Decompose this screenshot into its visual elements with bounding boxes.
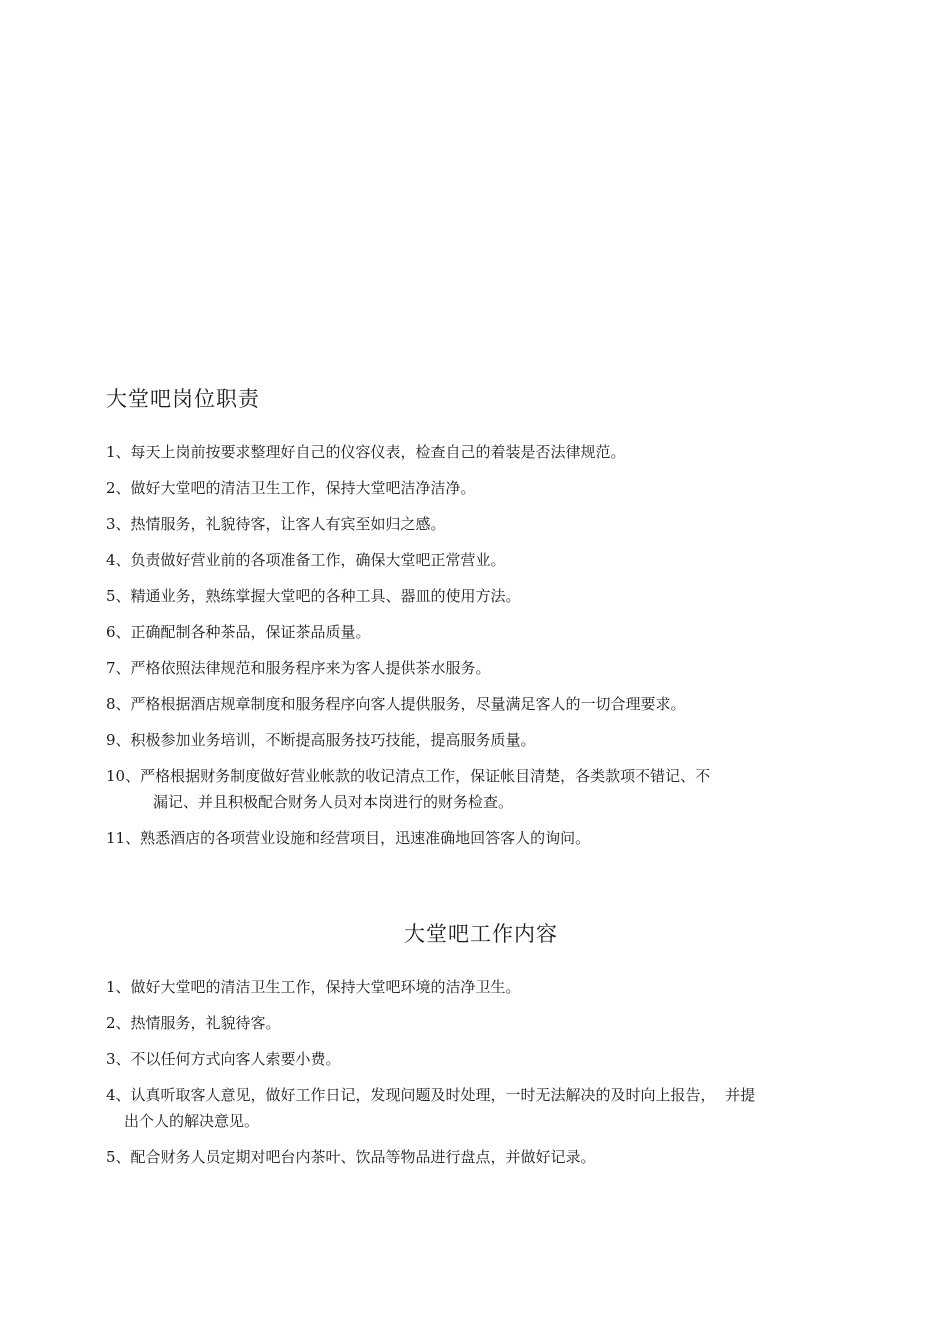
list-item bbox=[106, 825, 846, 851]
list-item bbox=[106, 619, 846, 645]
work-content-list bbox=[106, 974, 846, 1180]
list-item-text: 1、做好大堂吧的清洁卫生工作，保持大堂吧环境的洁净卫生。 bbox=[106, 978, 521, 996]
list-item-text: 1、每天上岗前按要求整理好自己的仪容仪表，检查自己的着装是否法律规范。 bbox=[106, 443, 626, 461]
list-item bbox=[106, 439, 846, 465]
list-item-continuation: 出个人的解决意见。 bbox=[124, 1112, 260, 1130]
list-item-text: 4、认真听取客人意见，做好工作日记，发现问题及时处理，一时无法解决的及时向上报告， 并提 bbox=[106, 1086, 756, 1104]
list-item bbox=[106, 1144, 846, 1170]
list-item-text: 4、负责做好营业前的各项准备工作，确保大堂吧正常营业。 bbox=[106, 551, 506, 569]
list-item-text: 10、严格根据财务制度做好营业帐款的收记清点工作，保证帐目清楚，各类款项不错记、不 bbox=[106, 767, 711, 785]
list-item bbox=[106, 763, 846, 815]
list-item bbox=[106, 547, 846, 573]
list-item-text: 7、严格依照法律规范和服务程序来为客人提供茶水服务。 bbox=[106, 659, 491, 677]
section-title-work-content: 大堂吧工作内容 bbox=[404, 922, 558, 946]
list-item bbox=[106, 1010, 846, 1036]
list-item bbox=[106, 475, 846, 501]
list-item bbox=[106, 974, 846, 1000]
section-title-duties: 大堂吧岗位职责 bbox=[106, 387, 260, 411]
list-item-text: 9、积极参加业务培训，不断提高服务技巧技能，提高服务质量。 bbox=[106, 731, 536, 749]
list-item bbox=[106, 655, 846, 681]
list-item-text: 2、做好大堂吧的清洁卫生工作，保持大堂吧洁净洁净。 bbox=[106, 479, 476, 497]
list-item-text: 3、热情服务，礼貌待客，让客人有宾至如归之感。 bbox=[106, 515, 446, 533]
list-item-text: 2、热情服务，礼貌待客。 bbox=[106, 1014, 281, 1032]
list-item-text: 6、正确配制各种茶品，保证茶品质量。 bbox=[106, 623, 371, 641]
list-item-text: 8、严格根据酒店规章制度和服务程序向客人提供服务，尽量满足客人的一切合理要求。 bbox=[106, 695, 686, 713]
list-item-continuation: 漏记、并且积极配合财务人员对本岗进行的财务检查。 bbox=[153, 793, 514, 811]
list-item bbox=[106, 1082, 846, 1134]
list-item-text: 5、配合财务人员定期对吧台内茶叶、饮品等物品进行盘点，并做好记录。 bbox=[106, 1148, 596, 1166]
list-item bbox=[106, 511, 846, 537]
list-item-text: 3、不以任何方式向客人索要小费。 bbox=[106, 1050, 341, 1068]
list-item-text: 5、精通业务，熟练掌握大堂吧的各种工具、器皿的使用方法。 bbox=[106, 587, 521, 605]
list-item bbox=[106, 1046, 846, 1072]
list-item bbox=[106, 727, 846, 753]
list-item-text: 11、熟悉酒店的各项营业设施和经营项目，迅速准确地回答客人的询问。 bbox=[106, 829, 591, 847]
duties-list bbox=[106, 439, 846, 861]
list-item bbox=[106, 691, 846, 717]
list-item bbox=[106, 583, 846, 609]
